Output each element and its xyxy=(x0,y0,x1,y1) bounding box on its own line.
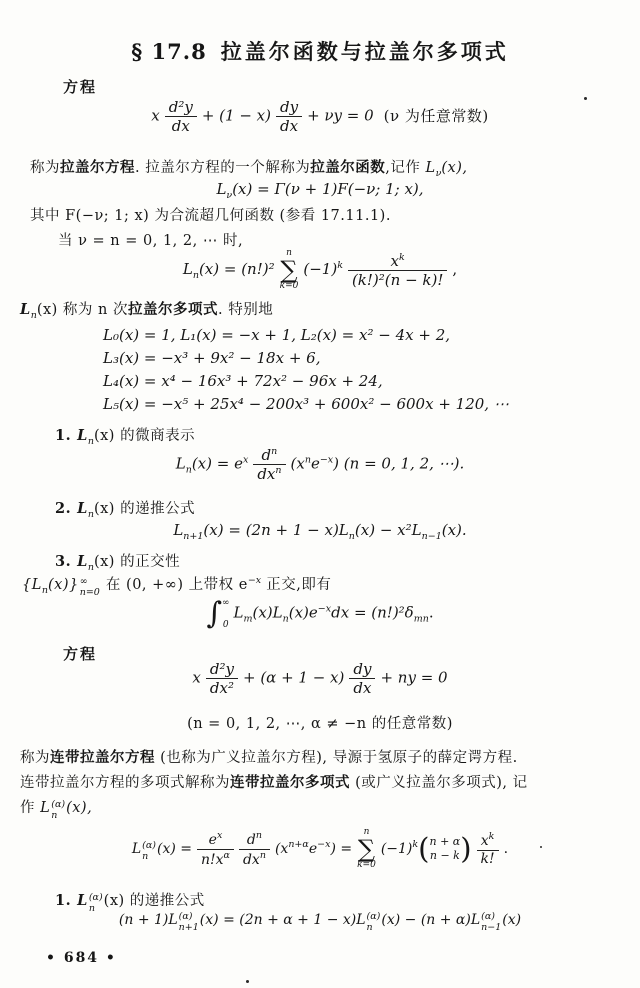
orth-c-exponent: −x xyxy=(317,603,332,615)
sec1-text: (x) 的微商表示 xyxy=(93,428,196,444)
ode1-frac1-num: d²y xyxy=(168,98,193,116)
ode1-x: x xyxy=(151,106,160,125)
rec2-b-stack xyxy=(367,912,381,934)
integral-upper-limit: ∞ xyxy=(222,597,230,608)
assoc-frac3-den: k! xyxy=(477,850,499,868)
integral-lower-limit: 0 xyxy=(222,619,229,630)
rec2-a-sub: n+1 xyxy=(178,922,199,933)
paragraph-associated-equation xyxy=(20,746,518,767)
assoc-frac1-num-exp: x xyxy=(216,829,223,841)
derivative-representation-formula xyxy=(0,446,640,483)
deriv-L-subscript: n xyxy=(185,464,192,476)
para4-L: L xyxy=(20,301,31,318)
polynomial-L3: L₃(x) = −x³ + 9x² − 18x + 6, xyxy=(103,349,321,367)
sec2-L: L xyxy=(77,500,88,517)
assoc-frac1-den-text: n!x xyxy=(201,851,224,868)
ode2-condition-note: (n = 0, 1, 2, ⋯, α ≠ −n 的任意常数) xyxy=(187,716,453,732)
deriv-frac-num-exp: n xyxy=(271,446,278,457)
para4-text: (x) 称为 n 次 xyxy=(36,302,128,318)
deriv-frac-den-dx: dx xyxy=(257,465,276,483)
assoc-fraction-3 xyxy=(477,831,499,868)
rec-a: L xyxy=(173,521,184,539)
associated-recurrence-formula xyxy=(0,912,640,934)
integral-icon: ∫ xyxy=(206,596,222,631)
orth-a: L xyxy=(233,603,244,622)
deriv-term1: (x xyxy=(290,454,305,473)
page-title xyxy=(0,36,640,66)
assoc-equals2: ) = xyxy=(330,841,353,857)
assoc-sum-lower: k=0 xyxy=(357,860,376,870)
orth-d: dx = (n!)²δ xyxy=(331,603,414,622)
polynomial-L4: L₄(x) = x⁴ − 16x³ + 72x² − 96x + 24, xyxy=(103,372,383,390)
ode1-frac2-num: dy xyxy=(279,98,299,116)
sec3-text: (x) 的正交性 xyxy=(93,554,181,570)
ode2-frac2-num: dy xyxy=(353,660,372,678)
orth-period: . xyxy=(428,603,434,622)
rec2-b-sup: (α) xyxy=(366,911,381,923)
sec2-L-subscript: n xyxy=(87,509,94,520)
sec4-L: L xyxy=(77,892,88,909)
assoc-frac2-num-exp: n xyxy=(255,829,262,841)
assoc-sign: (−1) xyxy=(380,841,413,857)
rec2-c-sub: n−1 xyxy=(481,922,502,933)
laguerre-ode-equation xyxy=(0,98,640,135)
ode2-x: x xyxy=(192,668,201,687)
assoc-frac3-num xyxy=(477,831,499,850)
assoc-frac1-num xyxy=(197,830,234,849)
assoc-summation xyxy=(357,828,376,870)
sum-sign: (−1) xyxy=(303,260,338,278)
orth-c: (x)e xyxy=(288,603,318,622)
ode2-frac2-den: dx xyxy=(349,678,375,697)
rec-c-subscript: n−1 xyxy=(421,531,442,542)
para4-L-subscript: n xyxy=(30,310,37,321)
assoc-sigma-icon: ∑ xyxy=(357,835,376,863)
para1-text2: . 拉盖尔方程的一个解称为 xyxy=(135,160,311,176)
para5-brace-L: {L xyxy=(22,577,42,593)
paragraph-polynomial-name xyxy=(20,298,273,321)
orth-delta-subscript: mn xyxy=(413,613,429,625)
ode1-fraction-2 xyxy=(276,98,302,135)
rec2-c-sup: (α) xyxy=(481,911,495,923)
assoc-equals1: (x) = xyxy=(157,841,192,857)
para4-text2: . 特别地 xyxy=(218,302,274,318)
scan-speck xyxy=(246,980,249,983)
binomial-bottom: n − k xyxy=(429,849,460,862)
rec-a-subscript: n+1 xyxy=(183,531,204,542)
assoc-L-stack xyxy=(142,841,156,863)
para1-bold-term2: 拉盖尔函数 xyxy=(310,159,386,176)
sum-fraction xyxy=(348,252,447,289)
sec4-number: 1. xyxy=(55,892,72,909)
sum-frac-num xyxy=(348,252,447,270)
lnu-L: L xyxy=(216,180,227,198)
deriv-e-exponent: x xyxy=(242,454,249,466)
assoc-frac3-num-x: x xyxy=(480,832,489,849)
sec3-L-subscript: n xyxy=(87,562,94,573)
rec-b-subscript: n xyxy=(348,531,355,542)
lnu-rest: (x) = Γ(ν + 1)F(−ν; 1; x), xyxy=(232,180,424,198)
sec4-L-sup: (α) xyxy=(88,892,103,904)
assoc-L: L xyxy=(131,841,142,857)
rec-b: (x) = (2n + 1 − x)L xyxy=(203,521,349,539)
paragraph-notation xyxy=(20,796,92,822)
sec4-text: (x) 的递推公式 xyxy=(103,893,205,909)
sum-frac-den: (k!)²(n − k)! xyxy=(348,270,447,289)
para7-bold-term: 连带拉盖尔多项式 xyxy=(230,774,350,791)
rec-d: (x). xyxy=(441,521,467,539)
rec2-b: (x) = (2n + α + 1 − x)L xyxy=(199,912,366,928)
rec2-c: (x) − (n + α)L xyxy=(381,912,481,928)
polynomial-examples-list xyxy=(103,324,509,416)
polynomial-L0-L2: L₀(x) = 1, L₁(x) = −x + 1, L₂(x) = x² − 4x + 2, xyxy=(103,326,451,344)
para5-sub: n=0 xyxy=(79,587,100,598)
assoc-frac2-num xyxy=(239,830,270,849)
sum-L: L xyxy=(182,260,193,278)
deriv-fraction xyxy=(253,446,285,483)
para8-L: L xyxy=(40,800,51,816)
orth-b: (x)L xyxy=(252,603,283,622)
deriv-frac-den xyxy=(253,464,285,483)
orth-a-subscript: m xyxy=(243,613,253,625)
paragraph-when-nu-integer: 当 ν = n = 0, 1, 2, ⋯ 时, xyxy=(58,233,244,249)
binomial-top: n + α xyxy=(429,834,461,848)
deriv-tail: ) (n = 0, 1, 2, ⋯). xyxy=(333,454,465,473)
para5-sup: ∞ xyxy=(79,576,88,588)
sec2-number: 2. xyxy=(55,500,72,517)
deriv-frac-den-exp: n xyxy=(275,465,282,476)
sec4-L-sub: n xyxy=(88,903,95,914)
sum-lower-limit: k=0 xyxy=(279,281,299,291)
page-number: • 684 • xyxy=(46,950,117,966)
para7-text: 连带拉盖尔方程的多项式解称为 xyxy=(20,775,230,791)
section-title-text: 拉盖尔函数与拉盖尔多项式 xyxy=(220,39,509,64)
para1-L-symbol: L xyxy=(425,160,436,176)
assoc-frac2-den-exp: n xyxy=(259,849,266,861)
assoc-sign-exp: k xyxy=(412,839,419,850)
ode2-tail: + ny = 0 xyxy=(380,668,448,687)
para1-text3: ,记作 xyxy=(385,160,426,176)
assoc-m1-exp: n+α xyxy=(288,839,309,850)
sec3-L: L xyxy=(77,553,88,570)
assoc-frac1-den xyxy=(197,849,234,869)
assoc-frac3-num-exp: k xyxy=(488,830,495,842)
associated-laguerre-formula xyxy=(0,828,640,870)
deriv-frac-num-d: d xyxy=(261,446,272,464)
ode1-fraction-1 xyxy=(165,98,197,135)
rec2-c-stack xyxy=(481,912,501,934)
para5-text: 在 (0, +∞) 上带权 e xyxy=(100,577,248,593)
integral-limits xyxy=(222,598,230,630)
sec3-number: 3. xyxy=(55,553,72,570)
ode1-note: (ν 为任意常数) xyxy=(383,106,489,125)
sec1-L: L xyxy=(77,427,88,444)
assoc-m1: (x xyxy=(274,841,289,857)
assoc-frac1-num-e: e xyxy=(208,831,217,848)
deriv-term1-exp: n xyxy=(304,454,311,466)
para6-text: 称为 xyxy=(20,750,50,766)
sum-sign-exponent: k xyxy=(337,260,343,271)
sum-L-subscript: n xyxy=(192,270,199,281)
para5-close: (x)} xyxy=(47,577,79,593)
sec1-number: 1. xyxy=(55,427,72,444)
orthogonality-integral-formula xyxy=(0,596,640,631)
assoc-fraction-1 xyxy=(197,830,234,869)
deriv-equals: (x) = e xyxy=(191,454,243,473)
assoc-L-sub: n xyxy=(142,851,149,862)
para8-L-stack xyxy=(51,800,65,822)
ode1-frac1-den: dx xyxy=(165,116,197,135)
rec-c: (x) − x²L xyxy=(354,521,422,539)
assoc-frac2-den-dx: dx xyxy=(242,851,260,868)
rec2-d: (x) xyxy=(502,912,522,928)
ode2-middle: + (α + 1 − x) xyxy=(242,668,345,687)
sum-frac-num-exp: k xyxy=(399,251,405,263)
assoc-frac1-den-exp: α xyxy=(223,849,230,861)
lnu-subscript: ν xyxy=(226,190,233,201)
section-3-heading xyxy=(55,550,180,573)
sec1-L-subscript: n xyxy=(87,436,94,447)
paragraph-associated-polynomial xyxy=(20,771,528,792)
para7-text2: (或广义拉盖尔多项式), 记 xyxy=(350,775,528,791)
deriv-frac-num xyxy=(253,446,285,464)
sum-frac-num-x: x xyxy=(390,251,400,270)
ode1-middle: + (1 − x) xyxy=(201,106,271,125)
ode2-fraction-2 xyxy=(349,660,375,697)
para5-L-subscript: n xyxy=(41,585,48,596)
para1-text: 称为 xyxy=(30,160,60,176)
binomial-stack xyxy=(429,835,460,864)
section-number: § 17.8 xyxy=(131,39,207,64)
equation-label-1: 方程 xyxy=(63,78,98,96)
section-2-heading xyxy=(55,497,195,520)
assoc-L-sup: (α) xyxy=(142,840,156,852)
laguerre-polynomial-sum-formula xyxy=(0,249,640,291)
sum-comma: , xyxy=(452,260,458,278)
para4-bold-term: 拉盖尔多项式 xyxy=(128,301,218,318)
sec2-text: (x) 的递推公式 xyxy=(93,501,196,517)
deriv-term2-exp: −x xyxy=(319,454,334,466)
assoc-fraction-2 xyxy=(239,830,270,869)
para6-bold-term: 连带拉盖尔方程 xyxy=(50,749,155,766)
scan-speck xyxy=(584,97,587,100)
binomial-left-paren: ( xyxy=(418,831,430,866)
ode1-tail: + νy = 0 xyxy=(307,106,374,125)
assoc-frac2-num-d: d xyxy=(246,831,256,848)
para8-text2: (x), xyxy=(66,800,93,816)
assoc-sum-upper: n xyxy=(363,827,370,837)
sum-equals: (x) = (n!)² xyxy=(198,260,275,278)
para8-L-sup: (α) xyxy=(51,799,66,811)
scan-speck xyxy=(540,846,542,848)
summation-symbol xyxy=(280,249,299,291)
section-1-heading xyxy=(55,424,195,447)
sigma-icon: ∑ xyxy=(280,256,298,284)
ode1-frac2-den: dx xyxy=(276,116,302,135)
rec2-b-sub: n xyxy=(366,922,373,933)
polynomial-L5: L₅(x) = −x⁵ + 25x⁴ − 200x³ + 600x² − 600x + 120, ⋯ xyxy=(103,395,509,413)
ode2-frac1-num: d²y xyxy=(209,660,234,678)
deriv-term2: e xyxy=(310,454,320,473)
rec2-a: (n + 1)L xyxy=(118,912,178,928)
para5-weight-exp: −x xyxy=(247,575,262,586)
para1-text4: (x), xyxy=(441,160,468,176)
assoc-m2-exp: −x xyxy=(317,839,331,850)
rec2-a-sup: (α) xyxy=(178,911,193,923)
para8-text: 作 xyxy=(20,800,41,816)
associated-laguerre-ode xyxy=(0,660,640,697)
sum-upper-limit: n xyxy=(286,248,292,258)
para1-L-subscript: ν xyxy=(435,168,442,179)
deriv-L: L xyxy=(175,454,186,473)
paragraph-laguerre-equation xyxy=(30,156,467,179)
assoc-period: . xyxy=(503,841,509,857)
ode2-frac1-den: dx² xyxy=(206,678,238,697)
binomial-right-paren: ) xyxy=(460,831,472,866)
assoc-frac2-den xyxy=(239,849,270,869)
ode2-fraction-1 xyxy=(206,660,238,697)
para5-text2: 正交,即有 xyxy=(261,577,332,593)
laguerre-function-definition xyxy=(0,180,640,201)
recurrence-formula xyxy=(0,521,640,542)
equation-label-2: 方程 xyxy=(63,645,98,663)
paragraph-hypergeometric-note: 其中 F(−ν; 1; x) 为合流超几何函数 (参看 17.11.1). xyxy=(30,208,391,224)
para8-L-sub: n xyxy=(51,810,58,821)
assoc-m2: e xyxy=(308,841,318,857)
orth-b-subscript: n xyxy=(282,613,289,625)
para1-bold-term: 拉盖尔方程 xyxy=(60,159,135,176)
para6-text2: (也称为广义拉盖尔方程), 导源于氢原子的薛定谔方程. xyxy=(155,750,518,766)
rec2-a-stack xyxy=(179,912,199,934)
